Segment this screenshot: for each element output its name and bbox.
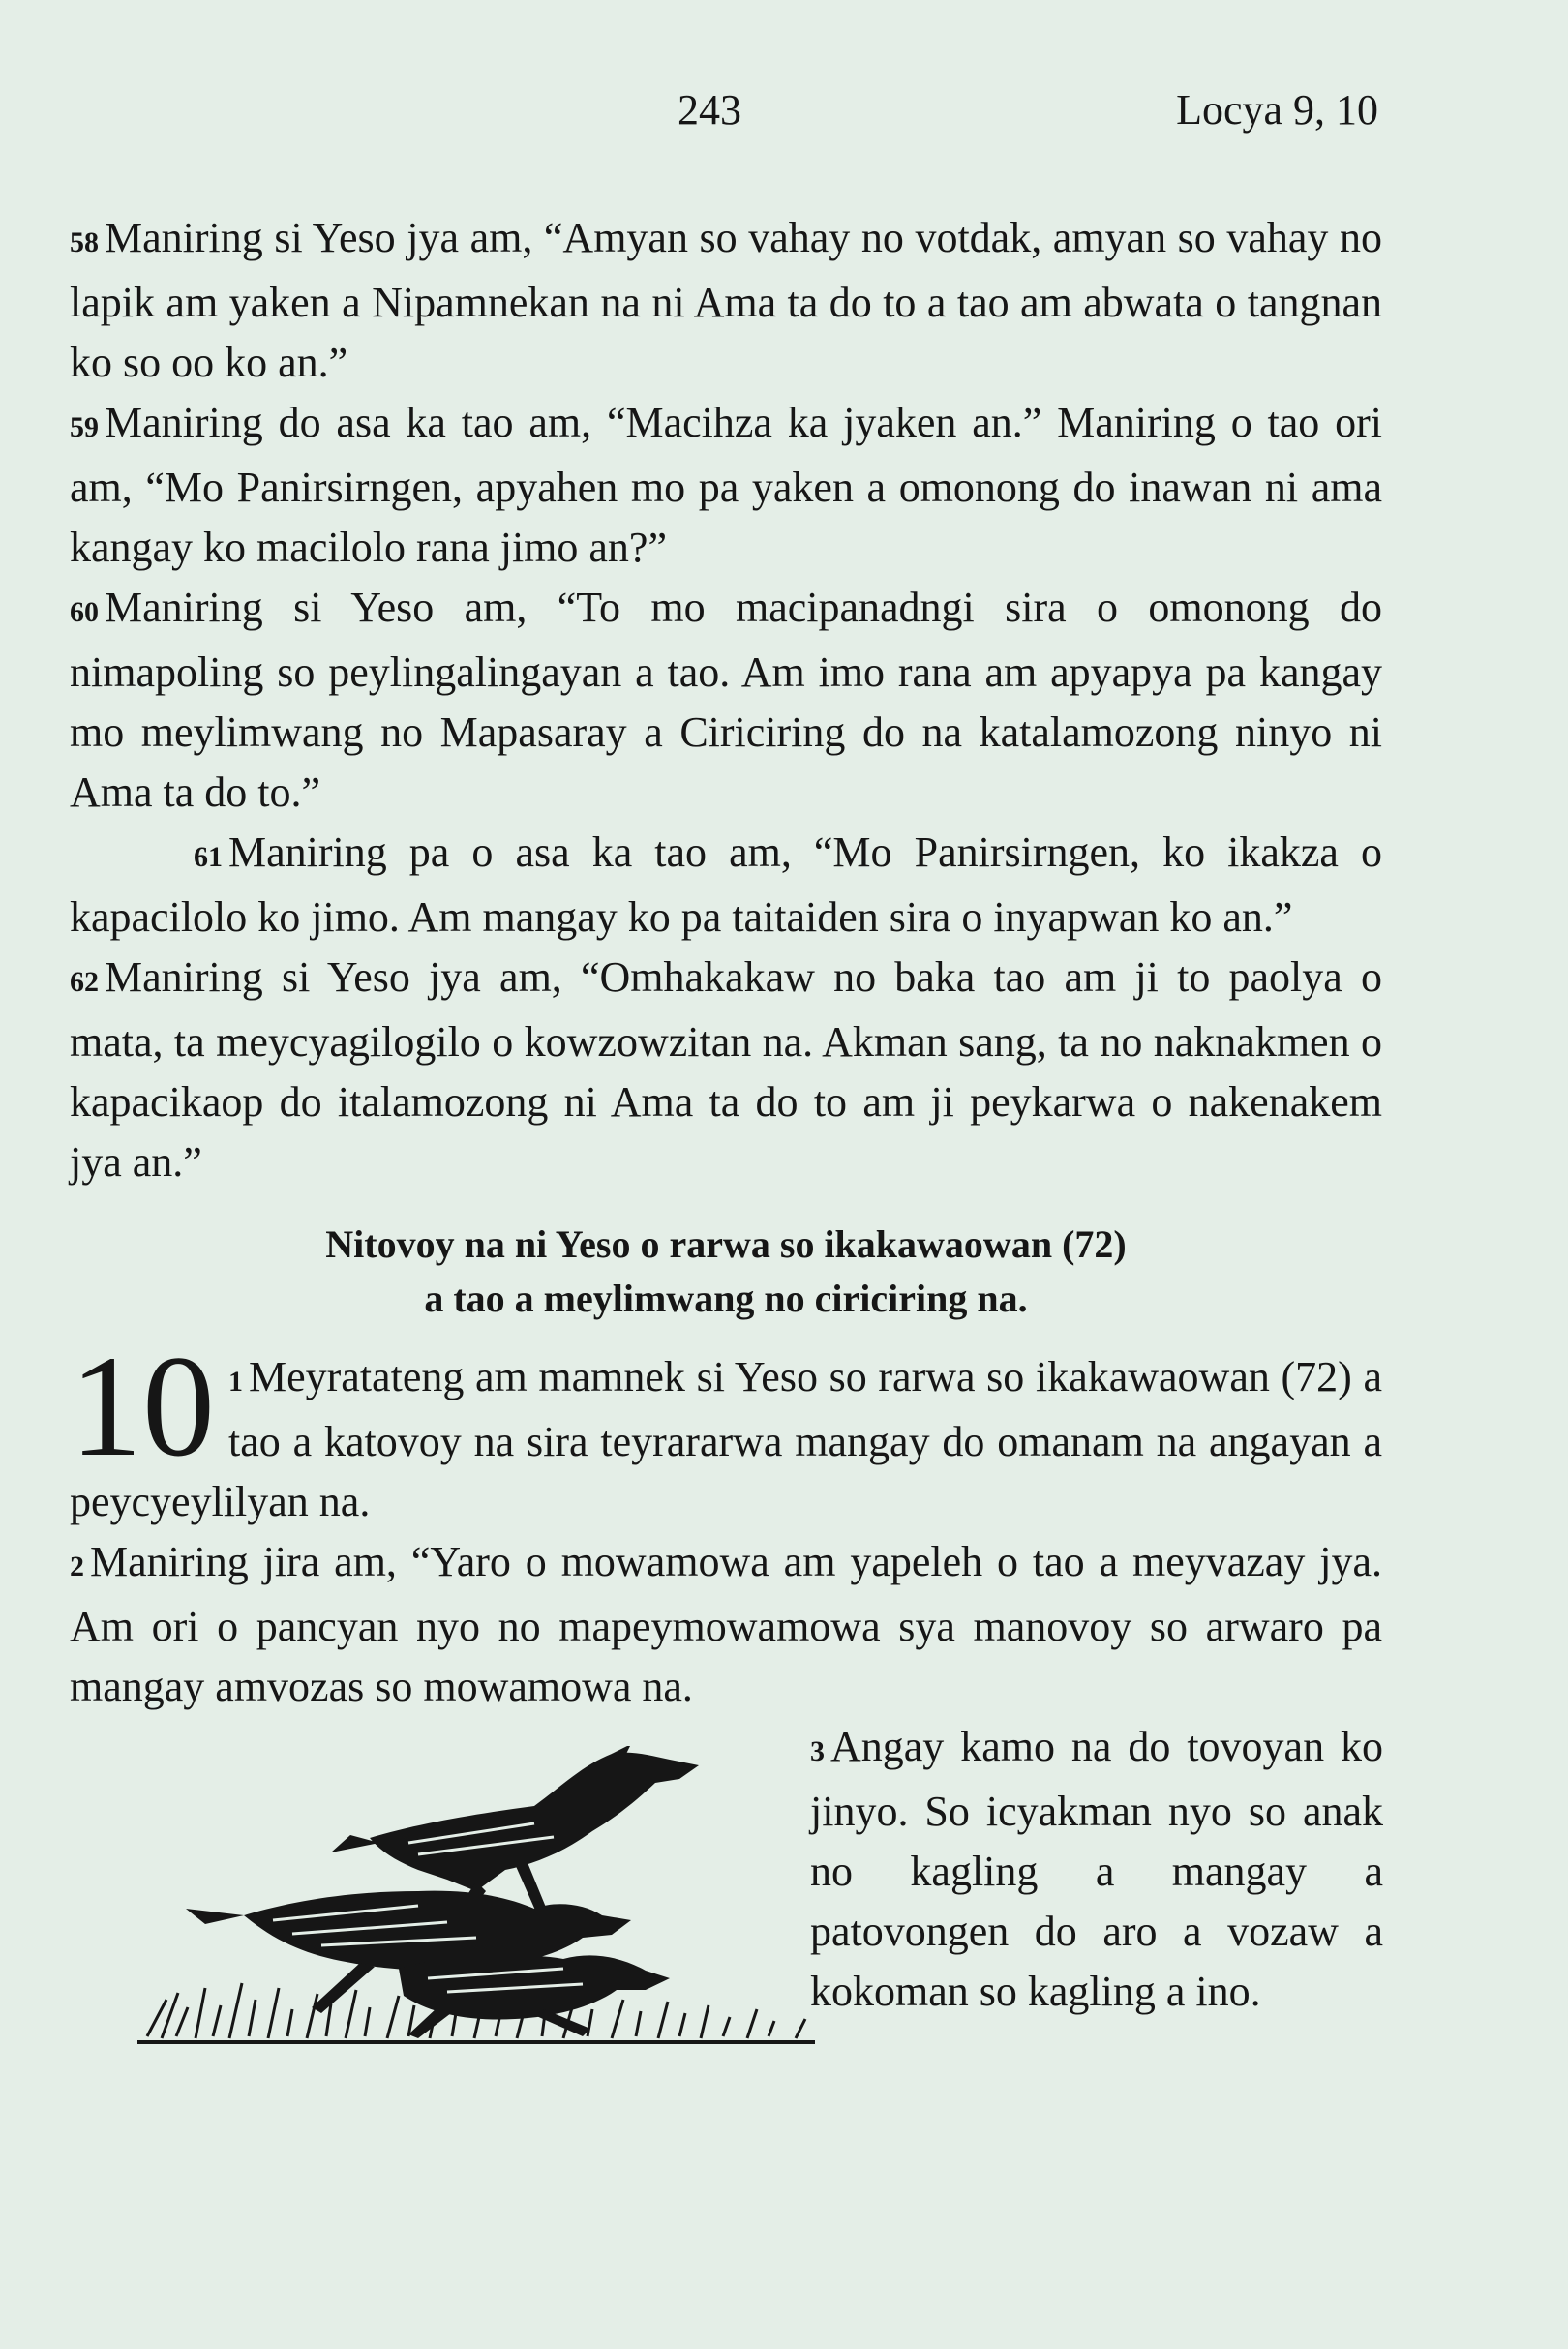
verse-number: 3	[810, 1735, 825, 1767]
verse-58	[70, 208, 1382, 393]
verse-number: 58	[70, 226, 99, 258]
verse-59	[70, 393, 1382, 578]
verse-61	[70, 823, 1382, 948]
verse-text: Maniring jira am, “Yaro o mowamowa am yapeleh o tao a meyvazay jya. Am ori o pancyan nyo no mapeymowamowa sya manovoy so arwaro pa mangay amvozas so mowamowa na.	[70, 1538, 1382, 1710]
verse-number: 59	[70, 411, 99, 443]
verse-text: Maniring si Yeso jya am, “Omhakakaw no baka tao am ji to paolya o mata, ta meycyagilogilo o kowzowzitan na. Akman sang, ta no naknakmen o kapacikaop do italamozong ni Ama ta do to am ji peykarwa o nakenakem jya an.”	[70, 953, 1382, 1186]
verse-text: Maniring si Yeso jya am, “Amyan so vahay no votdak, amyan so vahay no lapik am yaken a Nipamnekan na ni Ama ta do to a tao am abwata o tangnan ko so oo ko an.”	[70, 214, 1382, 386]
verse-2	[70, 1532, 1382, 1717]
verse-60	[70, 578, 1382, 823]
verse-number: 60	[70, 596, 99, 628]
verse-62	[70, 948, 1382, 1192]
verse-text: Maniring do asa ka tao am, “Macihza ka jyaken an.” Maniring o tao ori am, “Mo Panirsirngen, apyahen mo pa yaken a omonong do inawan ni ama kangay ko macilolo rana jimo an?”	[70, 399, 1382, 571]
verse-number: 61	[194, 841, 223, 873]
page-header	[0, 85, 1568, 143]
illustration-row	[70, 1717, 1382, 2104]
section-heading-line-1: Nitovoy na ni Yeso o rarwa so ikakawaowan (72)	[325, 1222, 1127, 1266]
side-text	[810, 1717, 1383, 2022]
verse-text: Maniring si Yeso am, “To mo macipanadngi sira o omonong do nimapoling so peylingalingayan a tao. Am imo rana am apyapya pa kangay mo meylimwang no Mapasaray a Ciriciring do na katalamozong ninyo ni Ama ta do to.”	[70, 584, 1382, 816]
chapter-number: 10	[70, 1326, 215, 1487]
goat-and-wolves-woodcut-icon	[128, 1746, 834, 2065]
verse-number: 2	[70, 1551, 84, 1582]
section-heading-line-2: a tao a meylimwang no ciriciring na.	[424, 1277, 1028, 1320]
running-head: Locya 9, 10	[1176, 86, 1378, 134]
verse-text: Maniring pa o asa ka tao am, “Mo Panirsirngen, ko ikakza o kapacilolo ko jimo. Am mangay ko pa taitaiden sira o inyapwan ko an.”	[70, 828, 1382, 941]
body-text	[70, 208, 1382, 2104]
verse-3	[810, 1717, 1383, 2022]
verse-number: 62	[70, 966, 99, 998]
page-number: 243	[678, 86, 741, 134]
verse-text: Meyratateng am mamnek si Yeso so rarwa so ikakawaowan (72) a tao a katovoy na sira teyrararwa mangay do omanam na angayan a peycyeylilyan na.	[70, 1353, 1382, 1525]
verse-text: Angay kamo na do tovoyan ko jinyo. So icyakman nyo so anak no kagling a mangay a patovongen do aro a vozaw a kokoman so kagling a ino.	[810, 1723, 1383, 2015]
verse-number: 1	[228, 1366, 243, 1398]
section-heading	[70, 1218, 1382, 1326]
chapter-10-verse-1	[70, 1326, 1382, 1532]
